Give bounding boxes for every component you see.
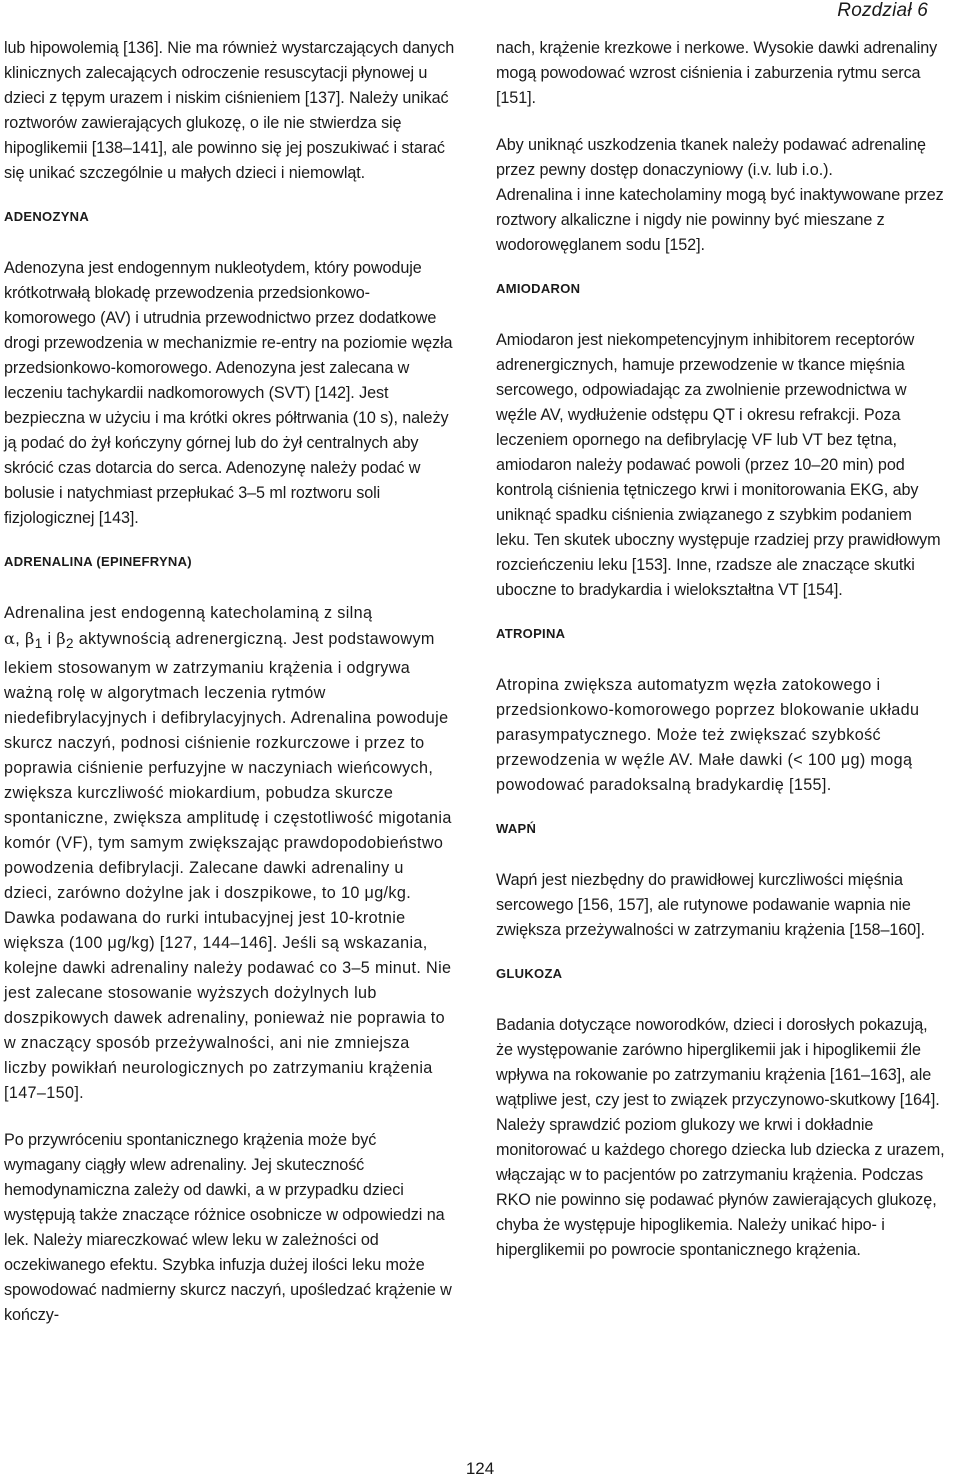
beta-symbol-2: β (56, 629, 66, 648)
wapn-paragraph: Wapń jest niezbędny do prawidłowej kurczliwości mięśnia sercowego [156, 157], ale rutynowe podawanie wapnia nie zwiększa przeżywalności w zatrzymaniu krążenia [158–160]. (496, 871, 925, 939)
beta-symbol-1: β (25, 629, 35, 648)
subscript-1: 1 (34, 636, 43, 652)
section-heading-glukoza: GLUKOZA (496, 966, 563, 981)
section-heading-adrenalina: ADRENALINA (EPINEFRYNA) (4, 554, 192, 569)
section-heading-atropina: ATROPINA (496, 626, 566, 641)
iv-access-paragraph: Aby uniknąć uszkodzenia tkanek należy podawać adrenalinę przez pewny dostęp donaczyniowy (i.v. lub i.o.). (496, 136, 926, 179)
section-heading-adenozyna: ADENOZYNA (4, 209, 90, 224)
adrenalina-text-start: Adrenalina jest endogenną katecholaminą z silną (4, 604, 373, 622)
atropina-paragraph: Atropina zwiększa automatyzm węzła zatokowego i przedsionkowo-komorowego poprzez blokowanie układu parasympatycznego. Może też zwiększać szybkość przewodzenia w węźle AV. Małe dawki (< 100 μg) mogą powodować paradoksalną bradykardię [155]. (496, 676, 920, 794)
adrenalina-paragraph: Adrenalina jest endogenną katecholaminą z silną α, $\beta_1$ i $\beta_2$ aktywnością adrenergiczną. Jest podstawowym lekiem stosowanym w zatrzymaniu krążenia i odgrywa ważną rolę w algorytmach leczenia rytmów niedefibrylacyjnych i defibrylacyjnych. Adrenalina powoduje skurcz naczyń, podnosi ciśnienie rozkurczowe i przez to poprawia ciśnienie perfuzyjne w naczyniach wieńcowych, zwiększa kurczliwość miokardium, pobudza skurcze spontaniczne, zwiększa amplitudę i częstotliwość migotania komór (VF), tym samym zwiększając prawdopodobieństwo powodzenia defibrylacji. Zalecane dawki adrenaliny u dzieci, zarówno dożylne jak i doszpikowe, to 10 μg/kg. Dawka podawana do rurki intubacyjnej jest 10-krotnie większa (100 μg/kg) [127, 144–146]. Jeśli są wskazania, kolejne dawki adrenaliny należy podawać co 3–5 minut. Nie jest zalecane stosowanie wyższych dożylnych lub doszpikowych dawek adrenaliny, ponieważ nie poprawia to w znaczący sposób przeżywalności, ani nie zmniejsza liczby powikłań neurologicznych po zatrzymaniu krążenia [147–150]. (4, 604, 452, 1103)
alpha-symbol: α (4, 629, 16, 648)
left-column (4, 36, 456, 1350)
chapter-header: Rozdział 6 (837, 0, 928, 21)
conjunction-i: i (47, 630, 52, 648)
right-column (496, 36, 948, 1285)
amiodaron-paragraph: Amiodaron jest niekompetencyjnym inhibitorem receptorów adrenergicznych, hamuje przewodzenie w tkance mięśnia sercowego, odpowiadając za zwolnienie przewodnictwa w węźle AV, wydłużenie odstępu QT i okresu refrakcji. Poza leczeniem opornego na defibrylację VF lub VT bez tętna, amiodaron należy podawać powoli (przez 10–20 min) pod kontrolą ciśnienia tętniczego krwi i monitorowania EKG, aby uniknąć spadku ciśnienia związanego z szybkim podaniem leku. Ten skutek uboczny występuje rzadziej przy prawidłowym rozcieńczeniu leku [153]. Inne, rzadsze ale znaczące skutki uboczne to bradykardia i wielokształtna VT [154]. (496, 331, 941, 599)
intro-paragraph: lub hipowolemią [136]. Nie ma również wystarczających danych klinicznych zalecających odroczenie resuscytacji płynowej u dzieci z tępym urazem i niskim ciśnieniem [137]. Należy unikać roztworów zawierających glukozę, o ile nie stwierdza się hipoglikemii [138–141], ale powinno się jej poszukiwać i starać się unikać szczególnie u małych dzieci i niemowląt. (4, 39, 455, 182)
page-number: 124 (465, 1459, 495, 1478)
section-heading-amiodaron: AMIODARON (496, 281, 581, 296)
subscript-2: 2 (65, 636, 74, 652)
continuation-paragraph: nach, krążenie krezkowe i nerkowe. Wysokie dawki adrenaliny mogą powodować wzrost ciśnienia i zaburzenia rytmu serca [151]. (496, 39, 938, 107)
adenozyna-paragraph: Adenozyna jest endogennym nukleotydem, który powoduje krótkotrwałą blokadę przewodzenia przedsionkowo-komorowego (AV) i utrudnia przewodnictwo przez dodatkowe drogi przewodzenia w mechanizmie re-entry na poziomie węzła przedsionkowo-komorowego. Adenozyna jest zalecana w leczeniu tachykardii nadkomorowych (SVT) [142]. Jest bezpieczna w użyciu i ma krótki okres półtrwania (10 s), należy ją podać do żył kończyny górnej lub do żył centralnych aby skrócić czas dotarcia do serca. Adenozynę należy podać w bolusie i natychmiast przepłukać 3–5 ml roztworu soli fizjologicznej [143]. (4, 259, 453, 527)
alkaline-paragraph: Adrenalina i inne katecholaminy mogą być inaktywowane przez roztwory alkaliczne i nigdy nie powinny być mieszane z wodorowęglanem sodu [152]. (496, 186, 944, 254)
section-heading-wapn: WAPŃ (496, 821, 537, 836)
glukoza-paragraph: Badania dotyczące noworodków, dzieci i dorosłych pokazują, że występowanie zarówno hiperglikemii jak i hipoglikemii źle wpływa na rokowanie po zatrzymaniu krążenia [161–163], ale wątpliwe jest, czy jest to związek przyczynowo-skutkowy [164]. Należy sprawdzić poziom glukozy we krwi i dokładnie monitorować u każdego chorego dziecka lub dziecka z urazem, włączając w to pacjentów po zatrzymaniu krążenia. Podczas RKO nie powinno się podawać płynów zawierających glukozę, chyba że występuje hipoglikemia. Należy unikać hipo- i hiperglikemii po powrocie spontanicznego krążenia. (496, 1016, 945, 1259)
adrenalina-text-tail: aktywnością adrenergiczną. Jest podstawowym lekiem stosowanym w zatrzymaniu krążenia i odgrywa ważną rolę w algorytmach leczenia rytmów niedefibrylacyjnych i defibrylacyjnych. Adrenalina powoduje skurcz naczyń, podnosi ciśnienie rozkurczowe i przez to poprawia ciśnienie perfuzyjne w naczyniach wieńcowych, zwiększa kurczliwość miokardium, pobudza skurcze spontaniczne, zwiększa amplitudę i częstotliwość migotania komór (VF), tym samym zwiększając prawdopodobieństwo powodzenia defibrylacji. Zalecane dawki adrenaliny u dzieci, zarówno dożylne jak i doszpikowe, to 10 μg/kg. Dawka podawana do rurki intubacyjnej jest 10-krotnie większa (100 μg/kg) [127, 144–146]. Jeśli są wskazania, kolejne dawki adrenaliny należy podawać co 3–5 minut. Nie jest zalecane stosowanie wyższych dożylnych lub doszpikowych dawek adrenaliny, ponieważ nie poprawia to w znaczący sposób przeżywalności, ani nie zmniejsza liczby powikłań neurologicznych po zatrzymaniu krążenia [147–150]. (4, 630, 452, 1103)
adrenalina-infusion-paragraph: Po przywróceniu spontanicznego krążenia może być wymagany ciągły wlew adrenaliny. Jej skuteczność hemodynamiczna zależy od dawki, a w przypadku dzieci występują także znaczące różnice osobnicze w odpowiedzi na lek. Należy miareczkować wlew leku w zależności od oczekiwanego efektu. Szybka infuzja dużej ilości leku może spowodować nadmierny skurcz naczyń, upośledzać krążenie w kończy- (4, 1131, 452, 1325)
